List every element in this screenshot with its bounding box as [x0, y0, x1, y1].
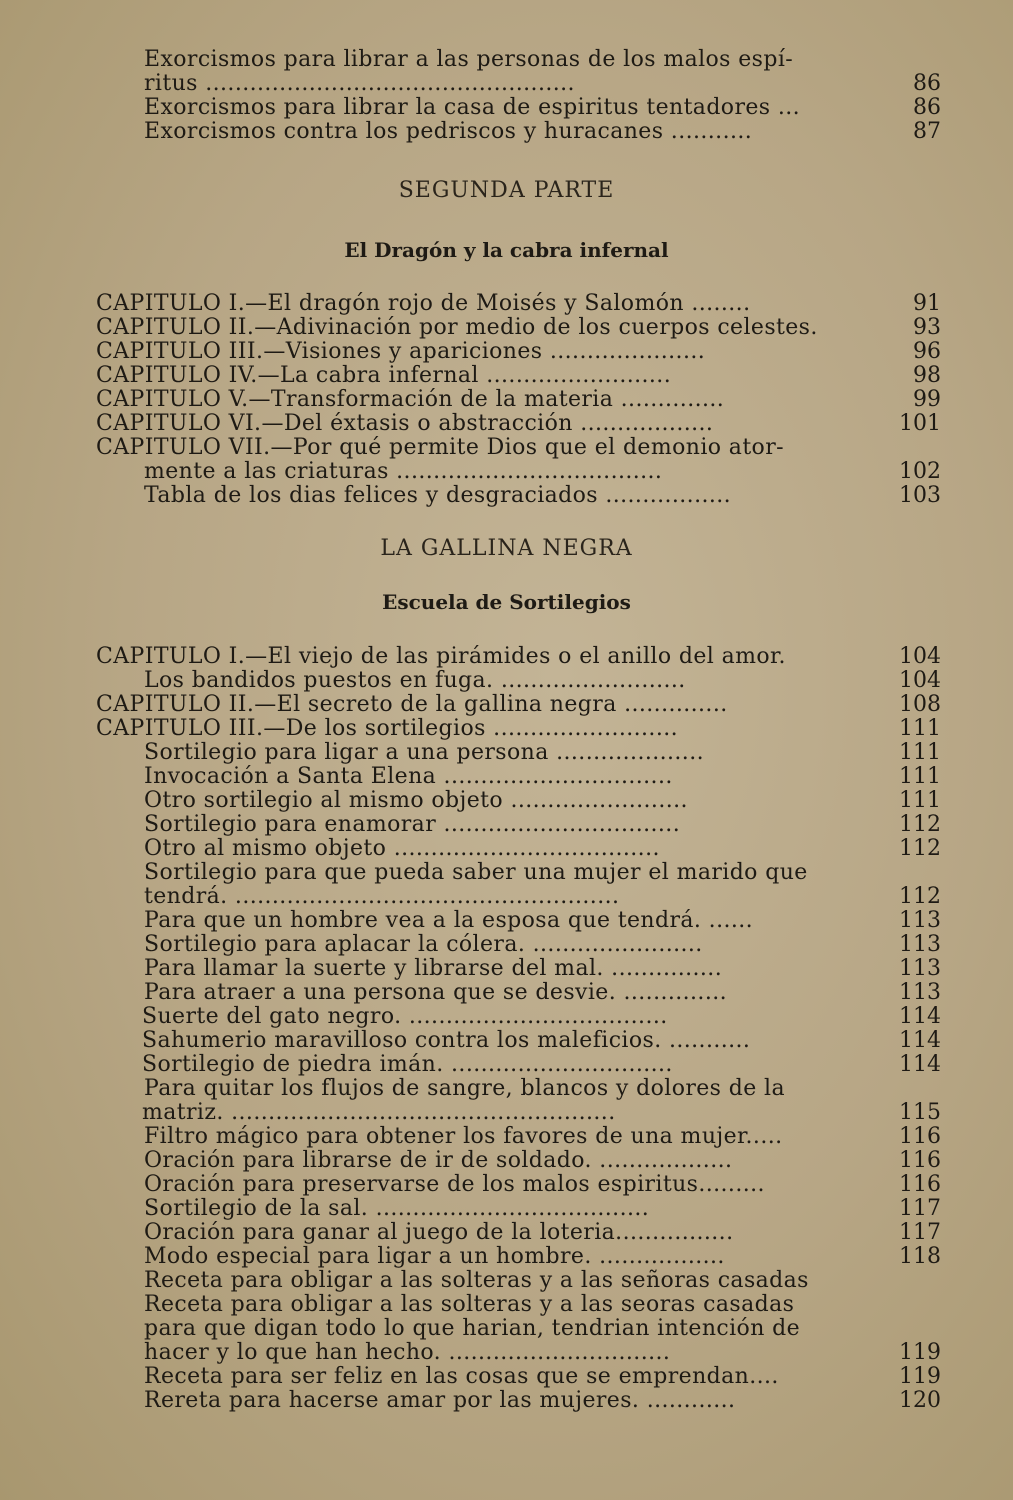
- entry-title: CAPITULO VII.—Por qué permite Dios que el demonio ator-: [96, 436, 784, 460]
- section-heading: LA GALLINA NEGRA: [380, 536, 633, 561]
- entry-title: CAPITULO V.—Transformación de la materia ..............: [96, 388, 725, 412]
- entry-page: 116: [899, 1124, 941, 1149]
- entry-title: Otro sortilegio al mismo objeto ........................: [144, 789, 688, 813]
- entry-page: 108: [899, 692, 941, 717]
- entry-title: CAPITULO II.—El secreto de la gallina negra ..............: [96, 693, 728, 717]
- entry-title: Exorcismos contra los pedriscos y huracanes ...........: [144, 120, 753, 144]
- entry-page: 111: [899, 740, 941, 765]
- toc-entry: [0, 1101, 1013, 1125]
- section-subheading: El Dragón y la cabra infernal: [344, 238, 669, 262]
- entry-title: mente a las criaturas ....................................: [144, 460, 663, 484]
- entry-page: 114: [899, 1004, 941, 1029]
- toc-entry: [0, 340, 1013, 364]
- entry-page: 118: [899, 1244, 941, 1269]
- entry-page: 86: [913, 95, 941, 120]
- entry-title: Receta para obligar a las solteras y a las seoras casadas: [144, 1293, 795, 1317]
- toc-entry: [0, 316, 1013, 340]
- entry-page: 119: [899, 1364, 941, 1389]
- toc-entry: [0, 693, 1013, 717]
- entry-title: CAPITULO VI.—Del éxtasis o abstracción ..................: [96, 412, 714, 436]
- toc-entry: [0, 1005, 1013, 1029]
- toc-entry: [0, 1053, 1013, 1077]
- toc-entry: [0, 72, 1013, 96]
- entry-page: 113: [899, 932, 941, 957]
- entry-title: Oración para preservarse de los malos espiritus.........: [144, 1173, 765, 1197]
- entry-page: 119: [899, 1340, 941, 1365]
- entry-page: 101: [899, 411, 941, 436]
- toc-entry: [0, 813, 1013, 837]
- toc-entry: [0, 957, 1013, 981]
- toc-entry: [0, 981, 1013, 1005]
- entry-title: para que digan todo lo que harian, tendrian intención de: [144, 1317, 801, 1341]
- toc-entry: [0, 436, 1013, 460]
- toc-entry: [0, 364, 1013, 388]
- entry-page: 116: [899, 1172, 941, 1197]
- section-subheading: Escuela de Sortilegios: [382, 590, 631, 614]
- entry-title: Para llamar la suerte y librarse del mal. ...............: [144, 957, 723, 981]
- toc-entry: [0, 120, 1013, 144]
- toc-entry: [0, 1029, 1013, 1053]
- entry-page: 112: [899, 884, 941, 909]
- toc-entry: [0, 909, 1013, 933]
- entry-page: 111: [899, 716, 941, 741]
- toc-entry: [0, 837, 1013, 861]
- entry-title: Exorcismos para librar la casa de espiritus tentadores ...: [144, 96, 801, 120]
- toc-entry: [0, 1173, 1013, 1197]
- entry-page: 112: [899, 836, 941, 861]
- entry-title: Sortilegio para ligar a una persona ....................: [144, 741, 704, 765]
- toc-entry: [0, 765, 1013, 789]
- entry-page: 117: [899, 1196, 941, 1221]
- toc-entry: [0, 412, 1013, 436]
- toc-entry: [0, 1269, 1013, 1293]
- toc-entry: [0, 1293, 1013, 1317]
- entry-title: Receta para obligar a las solteras y a las señoras casadas: [144, 1269, 809, 1293]
- entry-title: CAPITULO II.—Adivinación por medio de los cuerpos celestes.: [96, 316, 818, 340]
- entry-page: 103: [899, 483, 941, 508]
- entry-title: Exorcismos para librar a las personas de los malos espí-: [144, 48, 794, 72]
- toc-entry: [0, 1317, 1013, 1341]
- entry-page: 114: [899, 1028, 941, 1053]
- toc-entry: [0, 1197, 1013, 1221]
- entry-page: 117: [899, 1220, 941, 1245]
- entry-title: Sortilegio para que pueda saber una mujer el marido que: [144, 861, 808, 885]
- entry-title: Suerte del gato negro. ...................................: [142, 1005, 668, 1029]
- entry-title: Sortilegio de la sal. .....................................: [144, 1197, 650, 1221]
- toc-entry: [0, 789, 1013, 813]
- entry-title: Para que un hombre vea a la esposa que tendrá. ......: [144, 909, 754, 933]
- entry-page: 102: [899, 459, 941, 484]
- entry-title: Los bandidos puestos en fuga. .........................: [144, 669, 686, 693]
- entry-title: Oración para ganar al juego de la loteria................: [144, 1221, 734, 1245]
- entry-page: 93: [913, 315, 941, 340]
- entry-title: Otro al mismo objeto ....................................: [144, 837, 660, 861]
- toc-entry: [0, 1341, 1013, 1365]
- entry-title: Modo especial para ligar a un hombre. .................: [144, 1245, 725, 1269]
- toc-entry: [0, 292, 1013, 316]
- entry-page: 112: [899, 812, 941, 837]
- entry-title: CAPITULO III.—De los sortilegios .........................: [96, 717, 679, 741]
- entry-title: CAPITULO IV.—La cabra infernal .........................: [96, 364, 672, 388]
- toc-entry: [0, 861, 1013, 885]
- entry-title: Rereta para hacerse amar por las mujeres. ............: [144, 1389, 736, 1413]
- entry-page: 115: [899, 1100, 941, 1125]
- toc-entry: [0, 669, 1013, 693]
- toc-entry: [0, 484, 1013, 508]
- entry-page: 87: [913, 119, 941, 144]
- entry-page: 111: [899, 788, 941, 813]
- entry-page: 113: [899, 980, 941, 1005]
- toc-entry: [0, 1365, 1013, 1389]
- toc-entry: [0, 1149, 1013, 1173]
- toc-entry: [0, 388, 1013, 412]
- toc-entry: [0, 1125, 1013, 1149]
- entry-title: CAPITULO I.—El viejo de las pirámides o el anillo del amor.: [96, 645, 786, 669]
- toc-entry: [0, 1245, 1013, 1269]
- entry-page: 99: [913, 387, 941, 412]
- entry-title: Sortilegio para aplacar la cólera. .......................: [144, 933, 703, 957]
- toc-entry: [0, 741, 1013, 765]
- entry-title: Para quitar los flujos de sangre, blancos y dolores de la: [144, 1077, 786, 1101]
- entry-title: tendrá. ....................................................: [144, 885, 620, 909]
- entry-page: 113: [899, 908, 941, 933]
- toc-entry: [0, 96, 1013, 120]
- toc-entry: [0, 1077, 1013, 1101]
- entry-page: 116: [899, 1148, 941, 1173]
- entry-page: 96: [913, 339, 941, 364]
- entry-title: Sortilegio de piedra imán. ..............................: [142, 1053, 673, 1077]
- entry-title: hacer y lo que han hecho. ..............................: [144, 1341, 671, 1365]
- toc-entry: [0, 1389, 1013, 1413]
- entry-title: Para atraer a una persona que se desvie. ..............: [144, 981, 727, 1005]
- entry-page: 104: [899, 644, 941, 669]
- entry-page: 98: [913, 363, 941, 388]
- entry-title: CAPITULO I.—El dragón rojo de Moisés y Salomón ........: [96, 292, 751, 316]
- entry-title: Oración para librarse de ir de soldado. ..................: [144, 1149, 733, 1173]
- entry-title: Filtro mágico para obtener los favores de una mujer.....: [144, 1125, 783, 1149]
- entry-title: Tabla de los dias felices y desgraciados .................: [144, 484, 732, 508]
- entry-page: 91: [913, 291, 941, 316]
- entry-page: 120: [899, 1388, 941, 1413]
- entry-page: 86: [913, 71, 941, 96]
- entry-page: 114: [899, 1052, 941, 1077]
- toc-entry: [0, 933, 1013, 957]
- entry-title: Sortilegio para enamorar ................................: [144, 813, 681, 837]
- section-heading: SEGUNDA PARTE: [398, 178, 615, 203]
- entry-title: Invocación a Santa Elena ...............................: [144, 765, 673, 789]
- toc-entry: [0, 717, 1013, 741]
- entry-page: 111: [899, 764, 941, 789]
- toc-entry: [0, 645, 1013, 669]
- entry-page: 113: [899, 956, 941, 981]
- entry-title: CAPITULO III.—Visiones y apariciones .....................: [96, 340, 706, 364]
- toc-entry: [0, 885, 1013, 909]
- entry-page: 104: [899, 668, 941, 693]
- toc-entry: [0, 1221, 1013, 1245]
- toc-entry: [0, 460, 1013, 484]
- toc-entry: [0, 48, 1013, 72]
- entry-title: matriz. ....................................................: [142, 1101, 616, 1125]
- entry-title: Sahumerio maravilloso contra los maleficios. ...........: [142, 1029, 751, 1053]
- entry-title: Receta para ser feliz en las cosas que se emprendan....: [144, 1365, 779, 1389]
- entry-title: ritus ..................................................: [144, 72, 575, 96]
